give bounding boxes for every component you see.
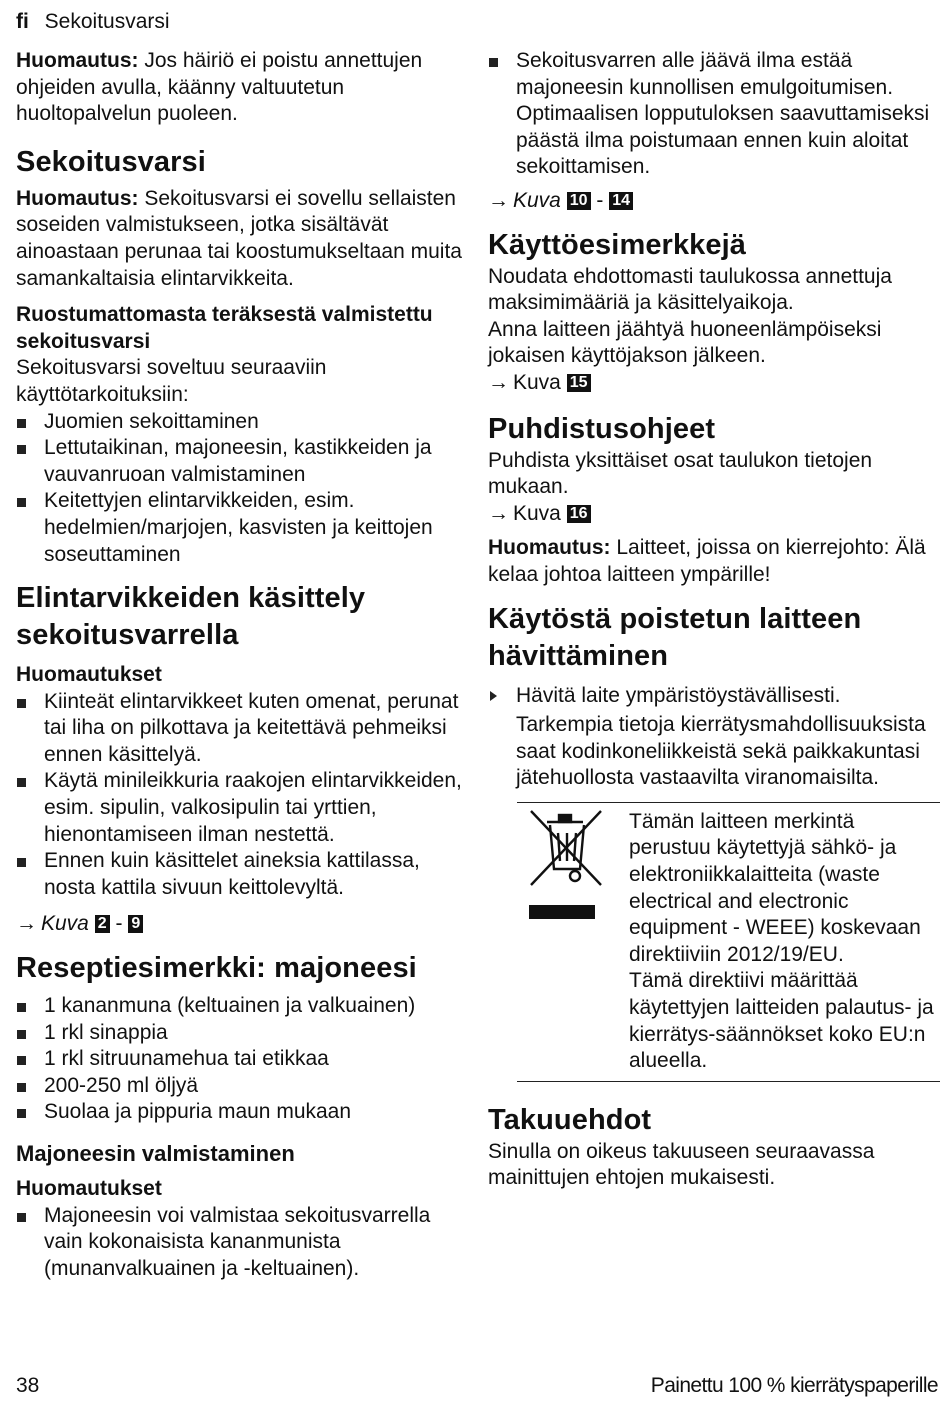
warranty-text: Sinulla on oikeus takuuseen seuraavassa mainittujen ehtojen mukaisesti.	[488, 1139, 875, 1190]
figure-reference	[488, 501, 940, 528]
figure-reference	[488, 188, 940, 215]
left-column	[16, 48, 468, 1282]
disposal-step	[488, 683, 940, 710]
disposal-text: Tarkempia tietoja kierrätysmahdollisuuksista saat kodinkoneliikkeistä sekä paikkakuntasi jätehuollosta vastaavilta viranomaisilta.	[516, 713, 926, 790]
reference-word: Kuva	[513, 188, 561, 212]
list-item: Käytä minileikkuria raakojen elintarvikkeiden, esim. sipulin, valkosipulin tai yrttien, hienontamiseen ilman nestettä.	[16, 768, 468, 848]
list-item: 200-250 ml öljyä	[16, 1073, 468, 1100]
examples-text-2: Anna laitteen jäähtyä huoneenlämpöiseksi jokaisen käyttöjakson jälkeen.	[488, 317, 882, 368]
heading-sekoitusvarsi: Sekoitusvarsi	[16, 145, 206, 178]
list-item: Sekoitusvarren alle jäävä ilma estää majoneesin kunnollisen emulgoitumisen. Optimaalisen lopputuloksen saavuttamiseksi päästä ilma poistumaan ennen kuin aloitat sekoittamisen.	[488, 48, 940, 181]
printed-note: Painettu 100 % kierrätyspaperille	[650, 1374, 938, 1397]
figure-number: 10	[567, 192, 591, 210]
note-label: Huomautus:	[16, 186, 139, 210]
figure-number: 16	[567, 505, 591, 523]
page-number: 38	[16, 1374, 40, 1397]
figure-reference	[488, 370, 940, 397]
note-text: Jos häiriö ei poistu annettujen ohjeiden avulla, käänny valtuutetun huoltopalvelun puoleen.	[16, 49, 423, 126]
prep-notes-continued	[488, 48, 940, 181]
weee-crossed-bin-icon	[517, 809, 629, 1075]
language-code: fi	[16, 10, 29, 33]
prep-notes-list	[16, 1203, 468, 1283]
range-separator: -	[596, 188, 604, 212]
note-text: Sekoitusvarsi ei sovellu sellaisten soseiden valmistukseen, jotka sisältävät ainoastaan perunaa tai koostumukseltaan muita samankaltaisia elintarvikkeita.	[16, 186, 462, 290]
list-item: 1 kananmuna (keltuainen ja valkuainen)	[16, 993, 468, 1020]
list-item: 1 rkl sinappia	[16, 1020, 468, 1047]
ingredients-list	[16, 993, 468, 1126]
arrow-icon: →	[488, 501, 509, 525]
list-item: Lettutaikinan, majoneesin, kastikkeiden ja vauvanruoan valmistaminen	[16, 435, 468, 488]
note-service	[16, 48, 468, 128]
cleaning-text: Puhdista yksittäiset osat taulukon tietojen mukaan.	[488, 448, 873, 499]
weee-box	[517, 802, 940, 1082]
note-cord	[488, 535, 940, 588]
note-text: Laitteet, joissa on kierrejohto: Älä kelaa johtoa laitteen ympärille!	[488, 536, 926, 586]
weee-text-block	[629, 809, 940, 1075]
step-arrow-icon	[490, 691, 497, 701]
figure-number: 14	[609, 192, 633, 210]
weee-text: Tämän laitteen merkintä perustuu käytettyjä sähkö- ja elektroniikkalaitteita (waste electrical and electronic equipment - WEEE) koskevaan direktiiviin 2012/19/EU.	[629, 809, 921, 966]
page-header	[16, 8, 170, 36]
note-label: Huomautus:	[488, 536, 611, 560]
range-separator: -	[115, 912, 123, 936]
arrow-icon: →	[16, 912, 37, 936]
reference-word: Kuva	[41, 912, 89, 936]
examples-text: Noudata ehdottomasti taulukossa annettuja maksimimääriä ja käsittelyaikoja.	[488, 264, 892, 315]
disposal-step-text: Hävitä laite ympäristöystävällisesti.	[516, 683, 841, 707]
heading-examples: Käyttöesimerkkejä	[488, 228, 747, 261]
heading-recipe: Reseptiesimerkki: majoneesi	[16, 952, 417, 985]
steel-uses-list	[16, 409, 468, 569]
list-item: Ennen kuin käsittelet aineksia kattilassa, nosta kattila sivuun keittolevyltä.	[16, 848, 468, 901]
weee-text-2: Tämä direktiivi määrittää käytettyjen laitteiden palautus- ja kierrätys-säännökset koko EU:n alueella.	[629, 969, 934, 1073]
right-column	[488, 48, 940, 1192]
header-title: Sekoitusvarsi	[44, 10, 170, 33]
arrow-icon: →	[488, 188, 509, 212]
figure-number: 2	[95, 915, 110, 933]
list-item: 1 rkl sitruunamehua tai etikkaa	[16, 1046, 468, 1073]
note-label: Huomautus:	[16, 49, 139, 72]
heading-disposal: Käytöstä poistetun laitteen hävittäminen	[488, 602, 862, 672]
note-puree	[16, 186, 468, 292]
heading-processing: Elintarvikkeiden käsittely sekoitusvarrella	[16, 582, 366, 652]
figure-reference	[16, 911, 468, 938]
heading-cleaning: Puhdistusohjeet	[488, 412, 716, 445]
arrow-icon: →	[488, 370, 509, 394]
processing-notes-list	[16, 689, 468, 902]
subheading-preparation: Majoneesin valmistaminen	[16, 1141, 295, 1166]
reference-word: Kuva	[513, 370, 561, 394]
list-item: Kiinteät elintarvikkeet kuten omenat, perunat tai liha on pilkottava ja keitettävä pehmeiksi ennen käsittelyä.	[16, 689, 468, 769]
weee-bin-graphic	[525, 809, 605, 921]
list-item: Keitettyjen elintarvikkeiden, esim. hedelmien/marjojen, kasvisten ja keittojen soseuttaminen	[16, 488, 468, 568]
list-item: Suolaa ja pippuria maun mukaan	[16, 1099, 468, 1126]
notes-label: Huomautukset	[16, 1177, 162, 1200]
steel-intro: Sekoitusvarsi soveltuu seuraaviin käyttötarkoituksiin:	[16, 356, 327, 406]
figure-number: 9	[128, 915, 143, 933]
list-item: Juomien sekoittaminen	[16, 409, 468, 436]
subheading-steel-blade: Ruostumattomasta teräksestä valmistettu sekoitusvarsi	[16, 303, 433, 353]
reference-word: Kuva	[513, 501, 561, 525]
list-item: Majoneesin voi valmistaa sekoitusvarrella vain kokonaisista kananmunista (munanvalkuainen ja -keltuainen).	[16, 1203, 468, 1283]
figure-number: 15	[567, 374, 591, 392]
heading-warranty: Takuuehdot	[488, 1103, 652, 1136]
notes-label: Huomautukset	[16, 663, 162, 687]
